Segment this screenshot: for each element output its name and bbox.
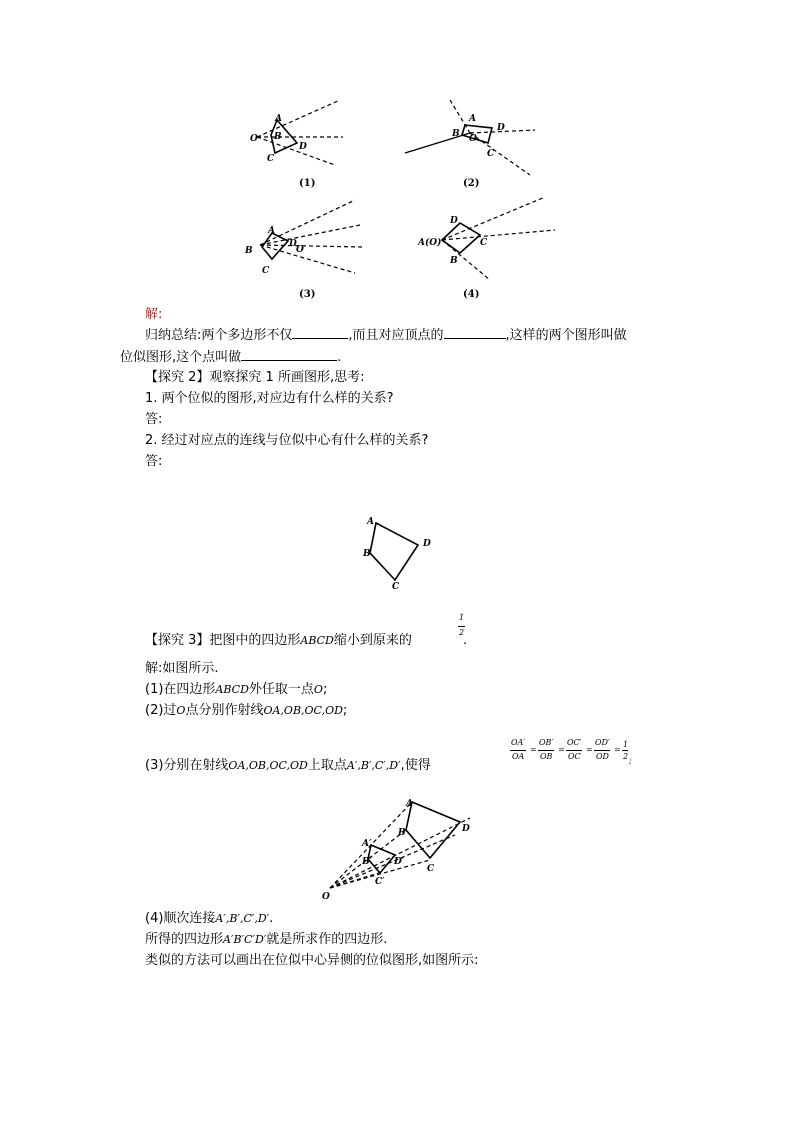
step-1: (1)在四边形ABCD外任取一点O;: [145, 682, 328, 697]
figure-4: [440, 195, 560, 285]
fig2-label-d: D: [497, 123, 505, 133]
question-2: 2. 经过对应点的连线与位似中心有什么样的关系?: [145, 433, 429, 448]
fig1-label-o: O: [250, 134, 258, 144]
quad-label-c: C: [392, 582, 400, 592]
answer-1: 答:: [145, 412, 163, 427]
fig2-label-o: O: [469, 134, 477, 144]
quad-label-d: D: [423, 539, 431, 549]
fig3-label-o: O: [296, 245, 304, 255]
fig3-label-a: A: [268, 226, 275, 236]
summary-line-2: 位似图形,这个点叫做 .: [120, 350, 342, 365]
construct-label-b-prime: B′: [362, 857, 372, 867]
step-3: (3)分别在射线OA,OB,OC,OD上取点A′,B′,C′,D′,使得: [145, 758, 431, 773]
fig1-label-c: C: [267, 154, 275, 164]
answer-2: 答:: [145, 454, 163, 469]
blank-2[interactable]: [444, 326, 506, 339]
similar-method-line: 类似的方法可以画出在位似中心异侧的位似图形,如图所示:: [145, 953, 479, 968]
step-2: (2)过O点分别作射线OA,OB,OC,OD;: [145, 703, 348, 718]
fig2-label-b: B: [452, 129, 460, 139]
summary-line-1: 归纳总结:两个多边形不仅 ,而且对应顶点的 ,这样的两个图形叫做: [145, 328, 627, 343]
fig1-label-a: A: [275, 114, 282, 124]
explore-2-heading: 【探究 2】观察探究 1 所画图形,思考:: [145, 370, 365, 385]
fig4-label-a: A(O): [418, 238, 442, 248]
construct-label-o: O: [322, 892, 330, 902]
construct-label-b: B: [398, 828, 406, 838]
construction-figure: [320, 790, 480, 900]
fig1-caption: (1): [299, 178, 316, 189]
fig1-label-b: B: [274, 132, 282, 142]
fig4-label-c: C: [480, 238, 488, 248]
explore-3-period: .: [463, 633, 468, 648]
fig4-label-d: D: [450, 216, 458, 226]
construct-label-a: A: [406, 799, 413, 809]
fig3-label-b: B: [245, 246, 253, 256]
fig2-caption: (2): [463, 178, 480, 189]
fig4-caption: (4): [463, 289, 480, 300]
result-line: 所得的四边形A′B′C′D′就是所求作的四边形.: [145, 932, 388, 947]
fig2-label-c: C: [487, 149, 495, 159]
step-4: (4)顺次连接A′,B′,C′,D′.: [145, 911, 274, 926]
blank-1[interactable]: [292, 326, 348, 339]
fig4-label-b: B: [450, 256, 458, 266]
fig3-label-d: D: [289, 239, 297, 249]
half-fraction-bar: [458, 626, 465, 627]
fig3-label-c: C: [262, 266, 270, 276]
question-1: 1. 两个位似的图形,对应边有什么样的关系?: [145, 391, 394, 406]
construct-label-d: D: [462, 824, 470, 834]
explore-3-heading: 【探究 3】把图中的四边形ABCD缩小到原来的: [145, 633, 412, 648]
quad-label-b: B: [363, 549, 371, 559]
solution-label-2: 解:如图所示.: [145, 661, 219, 676]
construct-label-c: C: [427, 864, 435, 874]
half-denominator: 2: [459, 628, 465, 637]
fig2-label-a: A: [469, 114, 476, 124]
construct-label-d-prime: D′: [394, 857, 405, 867]
solution-label-1: 解:: [145, 307, 163, 322]
blank-3[interactable]: [241, 348, 337, 361]
quad-label-a: A: [367, 517, 374, 527]
fig3-caption: (3): [299, 289, 316, 300]
fig1-label-d: D: [299, 142, 307, 152]
construct-label-c-prime: C′: [375, 877, 385, 887]
construct-label-a-prime: A′: [362, 839, 372, 849]
half-numerator: 1: [459, 613, 465, 622]
